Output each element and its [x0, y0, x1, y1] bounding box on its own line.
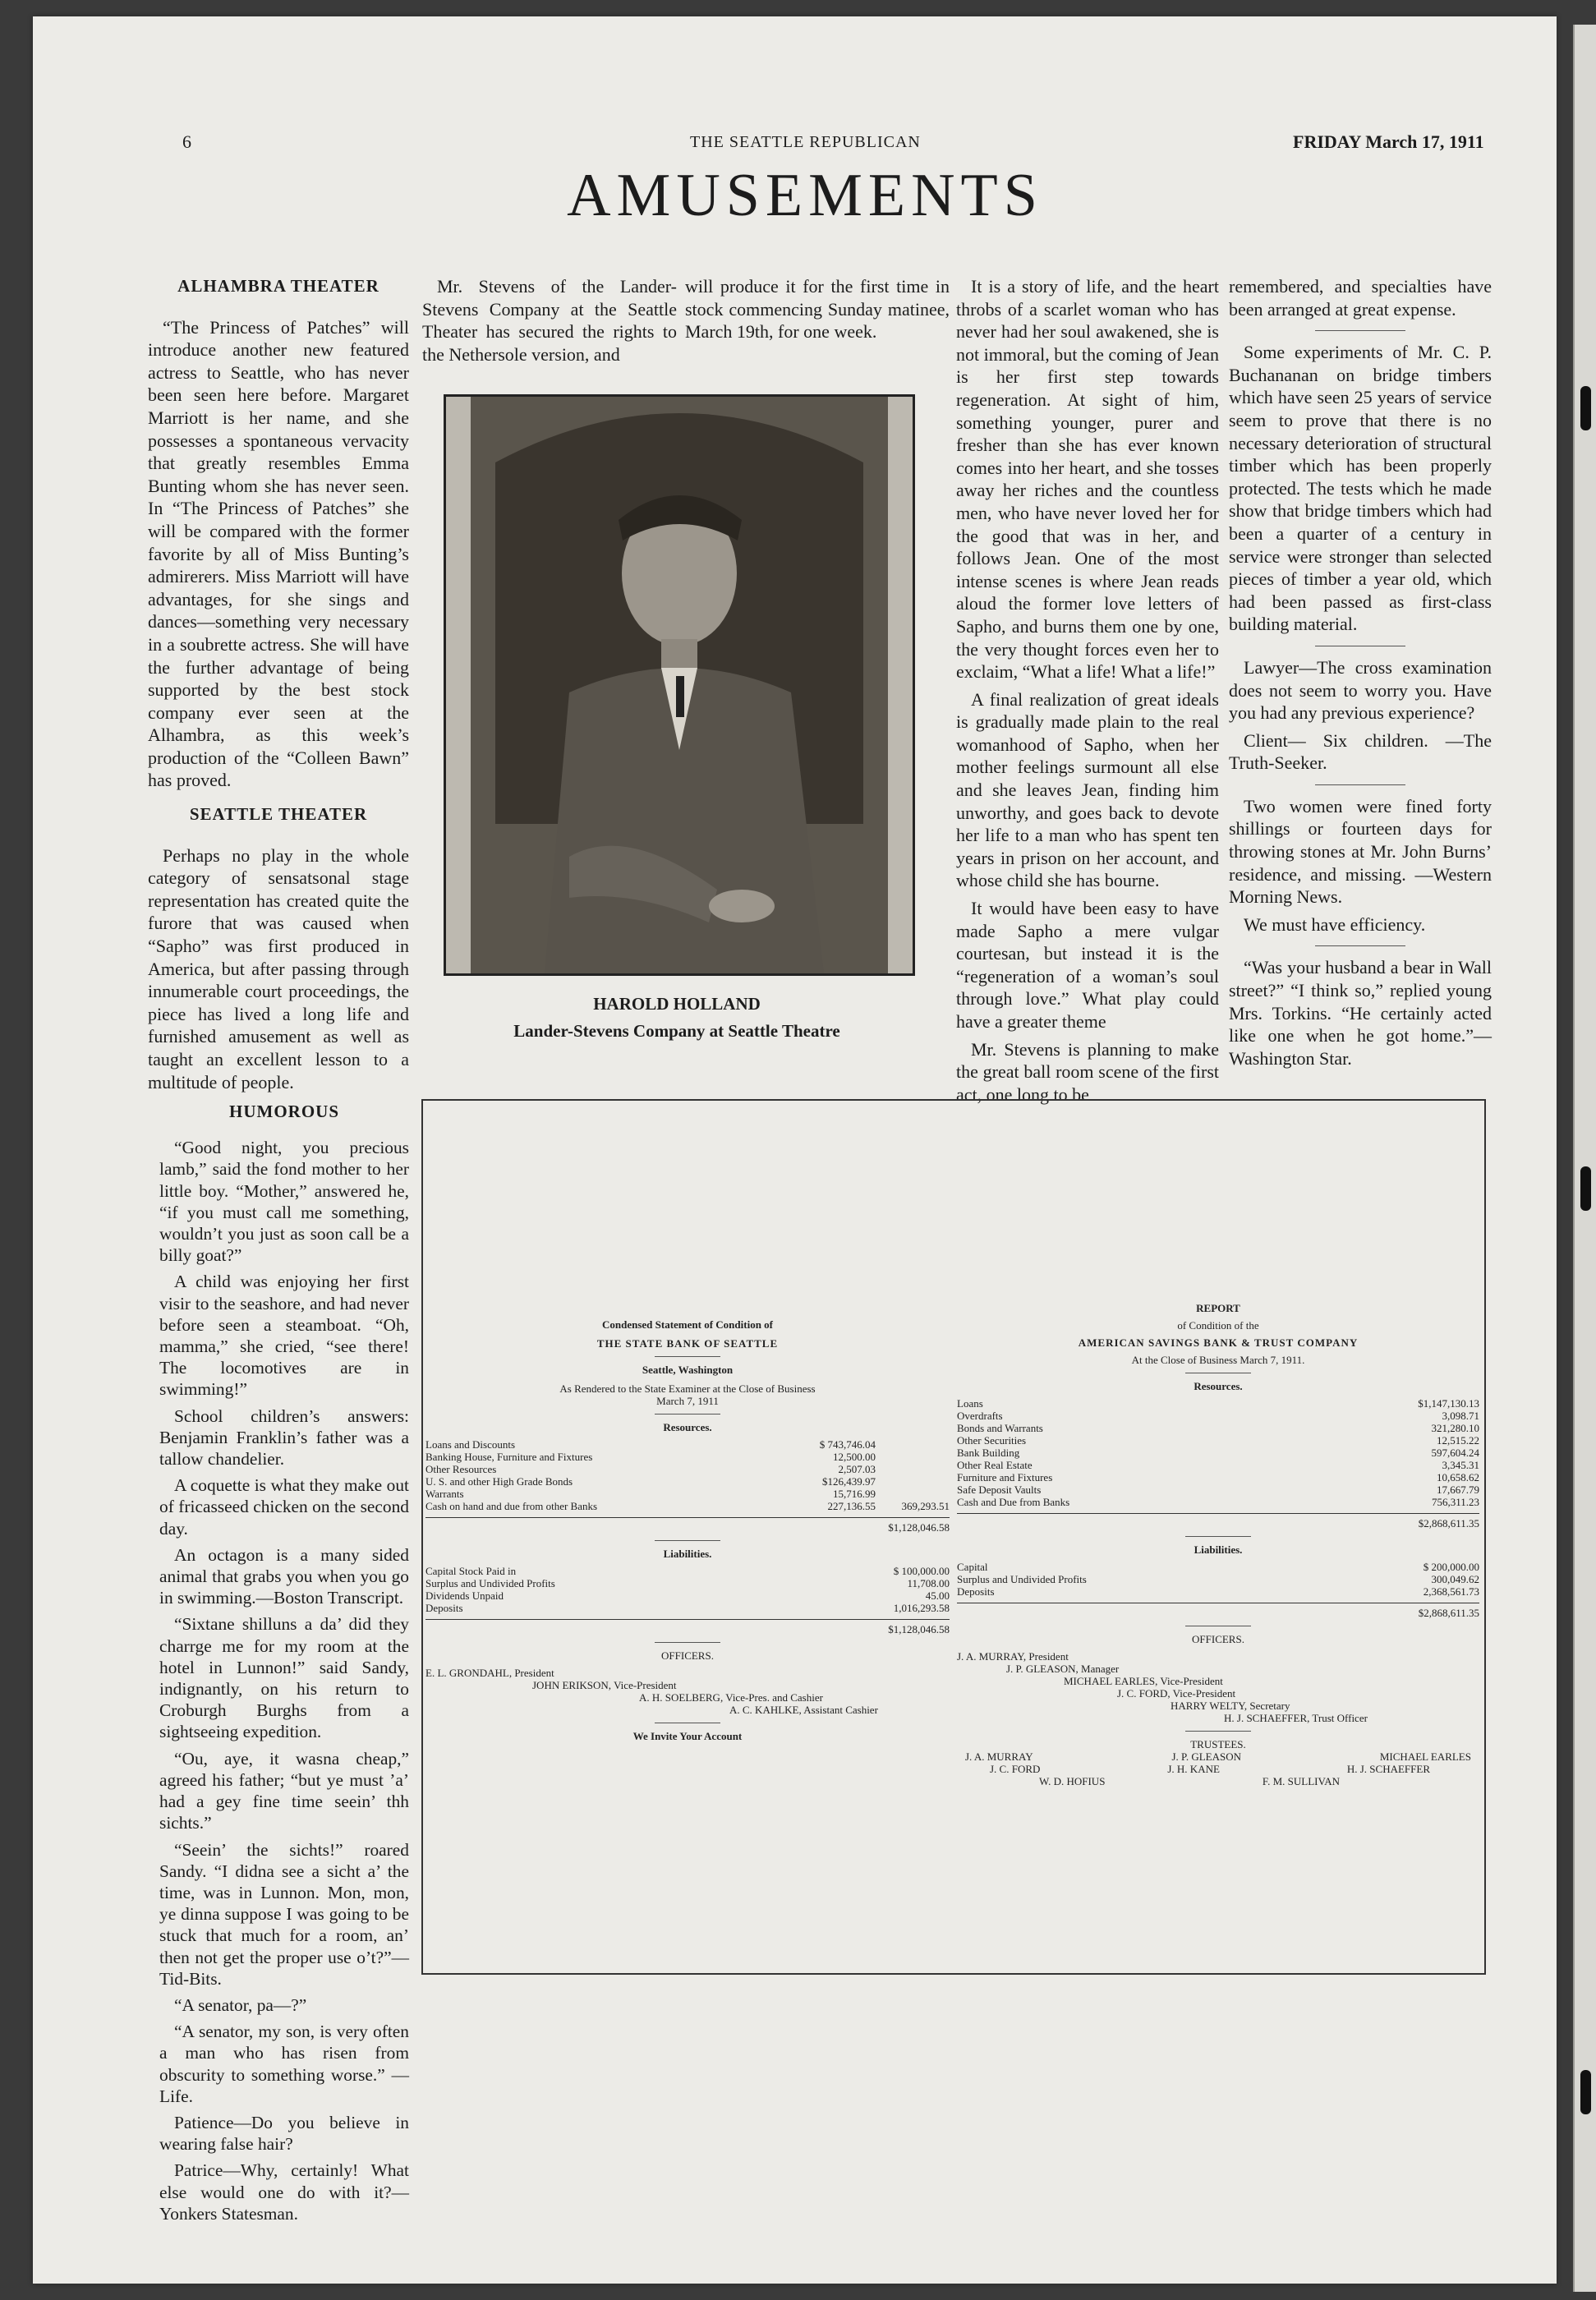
table-cell: Other Real Estate	[957, 1459, 1033, 1471]
sapho-paragraph: It would have been easy to have made Sapho a mere vulgar courtesan, but instead it is the “regeneration of a woman’s soul through love.” What play could have a greater theme	[956, 898, 1219, 1032]
state-resources-total: $1,128,046.58	[425, 1517, 950, 1534]
misc-paragraph: Some experiments of Mr. C. P. Buchananan on bridge timbers which have seen 25 years of service seem to prove that there is no necessary deterioration of structural timber which has been properly protected. The tests which he made show that bridge timbers which had been a quarter of a century in service were stronger than selected pieces of timber a year old, which had been passed as first-class building material.	[1229, 342, 1492, 635]
table-cell: $126,439.97	[822, 1475, 876, 1488]
table-cell: Cash and Due from Banks	[957, 1496, 1070, 1508]
officer-line: E. L. GRONDAHL, President	[425, 1667, 554, 1679]
american-bank-date: At the Close of Business March 7, 1911.	[1131, 1354, 1305, 1366]
stevens-text-left	[422, 275, 677, 370]
page-number: 6	[182, 131, 191, 152]
table-cell: 1,016,293.58	[893, 1602, 950, 1614]
joke-paragraph: Patrice—Why, certainly! What else would one do with it?—Yonkers Statesman.	[159, 2160, 409, 2224]
table-cell: Other Securities	[957, 1434, 1027, 1447]
misc-paragraph: remembered, and specialties have been arranged at great expense.	[1229, 276, 1492, 320]
stevens-paragraph-b: will produce it for the first time in stock commencing Sunday matinee, March 19th, for one week.	[685, 276, 950, 343]
table-cell: 756,311.23	[1431, 1496, 1479, 1508]
state-bank-line: As Rendered to the State Examiner at the Close of Business	[559, 1382, 816, 1395]
state-liabilities-table	[425, 1565, 950, 1614]
joke-paragraph: An octagon is a many sided animal that grabs you when you go in swimming.—Boston Transcript.	[159, 1544, 409, 1608]
trustees-row	[957, 1750, 1479, 1763]
table-cell: Other Resources	[425, 1463, 497, 1475]
divider	[1315, 945, 1405, 946]
table-cell: $ 200,000.00	[1423, 1561, 1479, 1573]
table-cell: Bank Building	[957, 1447, 1020, 1459]
state-liabilities-total: $1,128,046.58	[425, 1619, 950, 1635]
humorous-heading: HUMOROUS	[229, 1102, 339, 1121]
table-cell: 10,658.62	[1437, 1471, 1479, 1484]
table-cell: Dividends Unpaid	[425, 1589, 504, 1602]
table-cell: 45.00	[925, 1589, 950, 1602]
table-cell: 12,515.22	[1437, 1434, 1479, 1447]
divider	[655, 1642, 720, 1643]
misc-paragraph: “Was your husband a bear in Wall street?” “I think so,” replied young Mrs. Torkins. “He certainly acted like one when he got home.”—Washington Star.	[1229, 957, 1492, 1069]
column-misc	[1229, 275, 1492, 1074]
trustee-name: F. M. SULLIVAN	[1262, 1775, 1340, 1787]
alhambra-heading: ALHAMBRA THEATER	[177, 276, 379, 296]
joke-paragraph: A child was enjoying her first visir to the seashore, and had never before seen a steamboat. “Oh, mamma,” she cried, “see there! The locomotives are in swimming!”	[159, 1272, 409, 1400]
seattle-theater-article: Perhaps no play in the whole category of sensatsonal stage representation has created quite the furore that was caused when “Sapho” was first produced in America, but after passing through innumerable court proceedings, the piece has lived a long life and furnished amusement as well as taught an excellent lesson to a multitude of people.	[148, 844, 409, 1092]
joke-paragraph: A coquette is what they make out of fricasseed chicken on the second day.	[159, 1475, 409, 1539]
liabilities-heading: Liabilities.	[663, 1548, 712, 1560]
trustees-row	[957, 1775, 1479, 1787]
table-cell: Warrants	[425, 1488, 464, 1500]
table-cell: $1,147,130.13	[1418, 1397, 1479, 1410]
sapho-paragraph: A final realization of great ideals is gradually made plain to the real womanhood of Sapho, when her mother feelings surmount all else and she leaves Jean, finding him unworthy, and goes back to devote her life to a man who has spent ten years in prison on her account, and whose child she has bourne.	[956, 688, 1219, 891]
joke-paragraph: “Ou, aye, it wasna cheap,” agreed his father; “but ye must ’a’ had a gey fine time seein’ thh sichts.”	[159, 1748, 409, 1833]
table-cell: Deposits	[425, 1602, 463, 1614]
state-bank-line: Condensed Statement of Condition of	[601, 1318, 773, 1331]
joke-paragraph: “A senator, pa—?”	[174, 1994, 307, 2015]
trustee-name: H. J. SCHAEFFER	[1346, 1763, 1430, 1775]
table-cell: Deposits	[957, 1585, 995, 1598]
liabilities-heading: Liabilities.	[1194, 1543, 1243, 1556]
joke-paragraph: “Sixtane shilluns a da’ did they charrge me for my room at the hotel in Lunnon!” said Sandy, indignantly, on his return to Croburgh Burghs from a sightseeing expedition.	[159, 1614, 409, 1742]
trustee-name: W. D. HOFIUS	[1039, 1775, 1106, 1787]
american-resources-table	[957, 1397, 1479, 1508]
table-cell: 11,708.00	[907, 1577, 950, 1589]
table-cell: Loans and Discounts	[425, 1438, 516, 1451]
state-bank-name: THE STATE BANK OF SEATTLE	[596, 1337, 779, 1350]
divider	[1315, 784, 1405, 785]
trustee-name: J. P. GLEASON	[1171, 1750, 1241, 1763]
officer-line: J. C. FORD, Vice-President	[1117, 1687, 1236, 1700]
joke-paragraph: School children’s answers: Benjamin Franklin’s father was a tallow chandelier.	[159, 1405, 409, 1470]
table-cell: $ 743,746.04	[819, 1438, 876, 1451]
american-liabilities-table	[957, 1561, 1479, 1598]
officer-line: JOHN ERIKSON, Vice-President	[532, 1679, 677, 1691]
binding-hole	[1580, 1166, 1591, 1211]
state-resources-table	[425, 1438, 950, 1512]
column-humorous	[159, 1101, 409, 2229]
table-cell: Bonds and Warrants	[957, 1422, 1043, 1434]
sapho-paragraph: It is a story of life, and the heart throbs of a scarlet woman who has never had her soul awakened, she is not immoral, but the coming of Jean is her first step towards regeneration. At sight of him, something younger, purer and fresher than she has ever known comes into her heart, and she tosses away her riches and the countless men, who have never loved her for the good that was in her, and follows Jean. One of the most intense scenes is where Jean reads aloud the former love letters of Sapho, and burns them one by one, the very thought forces even her to exclaim, “What a life! What a life!”	[956, 276, 1219, 683]
table-cell: 2,368,561.73	[1423, 1585, 1479, 1598]
table-cell: Capital Stock Paid in	[425, 1565, 517, 1577]
misc-paragraph: We must have efficiency.	[1244, 913, 1426, 935]
table-cell: Loans	[957, 1397, 983, 1410]
misc-paragraph: Two women were fined forty shillings or fourteen days for throwing stones at Mr. John Burns’ residence, and missing. —Western Morning News.	[1229, 795, 1492, 908]
misc-paragraph: Lawyer—The cross examination does not seem to worry you. Have you had any previous experience?	[1229, 656, 1492, 724]
invite-line: We Invite Your Account	[632, 1730, 743, 1742]
american-bank-line: of Condition of the	[1177, 1319, 1259, 1332]
stevens-text-right	[685, 275, 950, 348]
binding-hole	[1580, 386, 1591, 430]
table-cell: 3,345.31	[1442, 1459, 1479, 1471]
portrait-photo	[444, 394, 915, 976]
binding-hole	[1580, 2070, 1591, 2114]
table-cell: Surplus and Undivided Profits	[957, 1573, 1087, 1585]
officers-heading: OFFICERS.	[661, 1649, 714, 1662]
divider	[1315, 330, 1405, 331]
table-cell: Cash on hand and due from other Banks	[425, 1500, 598, 1512]
trustee-name: J. A. MURRAY	[965, 1750, 1033, 1763]
officer-line: H. J. SCHAEFFER, Trust Officer	[1224, 1712, 1368, 1724]
officer-line: A. C. KAHLKE, Assistant Cashier	[729, 1704, 878, 1716]
american-bank-line: REPORT	[1196, 1302, 1240, 1314]
table-cell: Overdrafts	[957, 1410, 1003, 1422]
trustee-name: J. C. FORD	[990, 1763, 1041, 1775]
table-cell: Banking House, Furniture and Fixtures	[425, 1451, 593, 1463]
table-cell: Furniture and Fixtures	[957, 1471, 1053, 1484]
trustee-name: J. H. KANE	[1167, 1763, 1220, 1775]
table-cell: 3,098.71	[1442, 1410, 1479, 1422]
american-liabilities-total: $2,868,611.35	[957, 1603, 1479, 1619]
resources-heading: Resources.	[1194, 1380, 1243, 1392]
resources-heading: Resources.	[663, 1421, 712, 1433]
joke-paragraph: Patience—Do you believe in wearing false hair?	[159, 2112, 409, 2155]
officer-line: MICHAEL EARLES, Vice-President	[1064, 1675, 1223, 1687]
joke-paragraph: “Seein’ the sichts!” roared Sandy. “I didna see a sicht a’ the time, was in Lunnon. Mon, mon, ye dinna suppose I was going to be stuck that much for a room, an’ then not get the proper use o’t?”—Tid-Bits.	[159, 1839, 409, 1989]
table-cell: 12,500.00	[833, 1451, 876, 1463]
misc-paragraph: Client— Six children. —The Truth-Seeker.	[1229, 729, 1492, 774]
joke-paragraph: “Good night, you precious lamb,” said the fond mother to her little boy. “Mother,” answered he, “if you must call me something, wouldn’t you just as soon call be a billy goat?”	[159, 1138, 409, 1266]
state-bank-location: Seattle, Washington	[642, 1364, 734, 1376]
american-bank-statement	[957, 1302, 1479, 1787]
table-cell: Capital	[957, 1561, 988, 1573]
column-sapho	[956, 275, 1219, 1111]
joke-paragraph: “A senator, my son, is very often a man who has risen from obscurity to something worse.” —Life.	[159, 2022, 409, 2106]
officers-heading: OFFICERS.	[1192, 1633, 1244, 1645]
table-cell: 15,716.99	[833, 1488, 876, 1500]
table-cell: 300,049.62	[1431, 1573, 1479, 1585]
column-alhambra	[148, 275, 409, 1098]
table-cell: 321,280.10	[1431, 1422, 1479, 1434]
officer-line: J. A. MURRAY, President	[957, 1650, 1069, 1663]
sapho-paragraph: Mr. Stevens is planning to make the great ball room scene of the first act, one long to be	[956, 1038, 1219, 1105]
trustees-heading: TRUSTEES.	[1190, 1738, 1246, 1750]
divider	[1185, 1731, 1251, 1732]
adjacent-page-edge	[1573, 25, 1596, 2292]
alhambra-article: “The Princess of Patches” will introduce another new featured actress to Seattle, who has never been seen here before. Margaret Marriott is her name, and she possesses a spontaneous vervacity that greatly resembles Emma Bunting whom she has never seen. In “The Princess of Patches” she will be compared with the former favorite by all of Miss Bunting’s admirerers. Miss Marriott will have advantages, for she sings and dances—something very necessary in a soubrette actress. She will have the further advantage of being supported by the best stock company ever seen at the Alhambra, as this week’s production of the “Colleen Bawn” has proved.	[148, 316, 409, 791]
officer-line: J. P. GLEASON, Manager	[1006, 1663, 1120, 1675]
state-bank-date: March 7, 1911	[656, 1395, 719, 1407]
seattle-theater-heading: SEATTLE THEATER	[189, 804, 368, 825]
table-cell: 2,507.03	[838, 1463, 876, 1475]
section-title: AMUSEMENTS	[567, 162, 1043, 229]
table-cell: 17,667.79	[1437, 1484, 1479, 1496]
trustees-row	[957, 1763, 1479, 1775]
photo-caption-subtitle: Lander-Stevens Company at Seattle Theatre	[513, 1021, 840, 1041]
american-bank-name: AMERICAN SAVINGS BANK & TRUST COMPANY	[1078, 1336, 1359, 1349]
divider	[655, 1356, 720, 1357]
paper-name: THE SEATTLE REPUBLICAN	[690, 133, 921, 151]
issue-date: FRIDAY March 17, 1911	[1293, 131, 1484, 152]
table-cell: 597,604.24	[1431, 1447, 1479, 1459]
divider	[1185, 1536, 1251, 1537]
photo-caption-name: HAROLD HOLLAND	[593, 994, 761, 1014]
officer-line: A. H. SOELBERG, Vice-Pres. and Cashier	[639, 1691, 823, 1704]
table-cell: 227,136.55	[827, 1500, 876, 1512]
table-cell: U. S. and other High Grade Bonds	[425, 1475, 573, 1488]
table-cell: Surplus and Undivided Profits	[425, 1577, 555, 1589]
state-bank-statement	[425, 1318, 950, 1742]
american-resources-total: $2,868,611.35	[957, 1513, 1479, 1530]
officer-line: HARRY WELTY, Secretary	[1171, 1700, 1290, 1712]
divider	[655, 1540, 720, 1541]
stevens-paragraph-a: Mr. Stevens of the Lander-Stevens Company at the Seattle Theater has secured the rights to the Nethersole version, and	[422, 276, 677, 365]
trustee-name: MICHAEL EARLES	[1379, 1750, 1471, 1763]
table-cell: 369,293.51	[901, 1500, 950, 1512]
table-cell: $ 100,000.00	[893, 1565, 950, 1577]
table-cell: Safe Deposit Vaults	[957, 1484, 1042, 1496]
